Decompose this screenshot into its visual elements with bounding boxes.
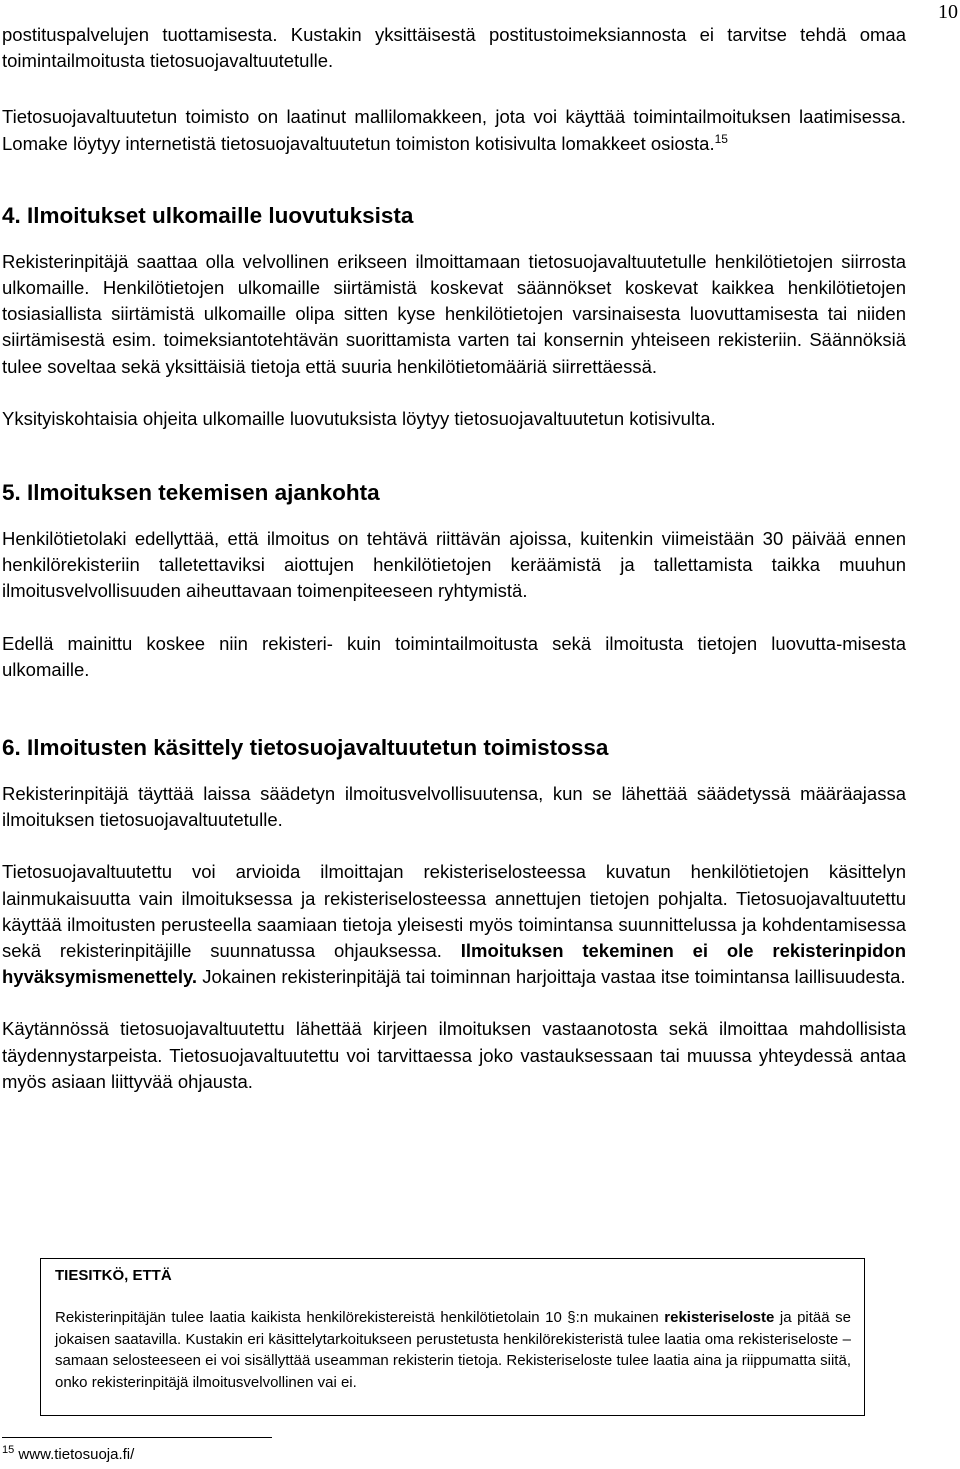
section-5-paragraph-2: Edellä mainittu koskee niin rekisteri- kuin toimintailmoitusta sekä ilmoitusta tietojen luovutta-misesta ulkomaille. (2, 632, 906, 680)
summary-box-title: TIESITKÖ, ETTÄ (55, 1267, 172, 1284)
summary-box-text-end: ja pitää se jokaisen saatavilla. Kustakin eri käsittelytarkoitukseen perustetusta henkilörekisteristä tulee laatia oma rekisteriseloste – samaan selosteeseen ei voi sisällyttää useamman rekisterin tietoja. Rekisteriseloste tulee laatia aina ja riippumatta siitä, onko rekisterinpitäjä ilmoitusvelvollinen vai ei. (55, 1309, 851, 1391)
section-6-paragraph-2 (2, 859, 906, 990)
footnote-link[interactable]: www.tietosuoja.fi/ (18, 1446, 135, 1463)
paragraph-intro: postituspalvelujen tuottamisesta. Kustakin yksittäisestä postitustoimeksiannosta ei tarvitse tehdä omaa toimintailmoitusta tietosuojavaltuutetulle. (2, 24, 906, 72)
page-body (2, 22, 906, 1095)
footnote-separator (2, 1437, 272, 1438)
summary-box-text (55, 1307, 851, 1393)
section-6-bold-statement: Ilmoituksen tekeminen ei ole rekisterinpidon hyväksymismenettely. (2, 940, 907, 988)
summary-box-text-start: Rekisterinpitäjän tulee laatia kaikista henkilörekistereistä henkilötietolain 10 §:n mukainen (55, 1309, 659, 1326)
paragraph-form (2, 104, 906, 156)
section-6-paragraph-2-text: Tietosuojavaltuutettu voi arvioida ilmoittajan rekisteriselosteessa kuvatun henkilötietojen käsittelyn lainmukaisuutta vain ilmoituksessa ja rekisteriselosteessa annettujen tietojen pohjalta. Tietosuojavaltuutettu käyttää ilmoitusten perusteella saamiaan tietoja yleisesti myös toimintansa suunnittelussa ja kohdentamisessa sekä rekisterinpitäjille suunnatussa ohjauksessa. (2, 861, 906, 962)
section-5-paragraph-1: Henkilötietolaki edellyttää, että ilmoitus on tehtävä riittävän ajoissa, kuitenkin viimeistään 30 päivää ennen henkilörekisteriin talletettaviksi aiottujen henkilötietojen keräämistä ja tallettamista taikka muuhun ilmoitusvelvollisuuden aiheuttavaan toimenpiteeseen ryhtymistä. (2, 528, 906, 602)
paragraph-form-text: Tietosuojavaltuutetun toimisto on laatinut mallilomakkeen, jota voi käyttää toimintailmoituksen laatimisessa. Lomake löytyy internetistä tietosuojavaltuutetun toimiston kotisivulta lomakkeet osiosta. (2, 106, 906, 154)
page-number: 10 (938, 1, 958, 23)
section-5-heading: 5. Ilmoituksen tekemisen ajankohta (2, 480, 380, 506)
summary-box (40, 1258, 865, 1416)
summary-box-bold-term: rekisteriseloste (664, 1309, 775, 1326)
section-4-paragraph-2: Yksityiskohtaisia ohjeita ulkomaille luovutuksista löytyy tietosuojavaltuutetun kotisivulta. (2, 407, 716, 429)
section-6-paragraph-3: Käytännössä tietosuojavaltuutettu lähettää kirjeen ilmoituksen vastaanotosta sekä ilmoittaa mahdollisista täydennystarpeista. Tietosuojavaltuutettu voi tarvittaessa joko vastauksessaan tai muussa yhteydessä antaa myös asiaan liittyvää ohjausta. (2, 1018, 906, 1092)
section-6-paragraph-2-tail: Jokainen rekisterinpitäjä tai toiminnan harjoittaja vastaa itse toimintansa laillisuudesta. (202, 966, 906, 988)
footnote-reference: 15 (714, 131, 728, 146)
section-6-paragraph-1: Rekisterinpitäjä täyttää laissa säädetyn ilmoitusvelvollisuutensa, kun se lähettää säädetyssä määräajassa ilmoituksen tietosuojavaltuutetulle. (2, 783, 906, 831)
section-4-paragraph-1: Rekisterinpitäjä saattaa olla velvollinen erikseen ilmoittamaan tietosuojavaltuutetulle henkilötietojen siirrosta ulkomaille. Henkilötietojen ulkomaille siirtämistä koskevat säännökset koskevat kaikkea henkilötietojen tosiasiallista siirtämistä ulkomaille olipa sitten kyse henkilötietojen varsinaisesta luovuttamisesta tai niiden siirtämisestä esim. toimeksiantotehtävän suorittamista varten tai konsernin yhteiseen rekisteriin. Säännöksiä tulee soveltaa sekä yksittäisiä tietoja että suuria henkilötietomääriä siirrettäessä. (2, 250, 906, 377)
section-4-heading: 4. Ilmoitukset ulkomaille luovutuksista (2, 202, 414, 228)
footnote (2, 1446, 134, 1464)
section-6-heading: 6. Ilmoitusten käsittely tietosuojavaltuutetun toimistossa (2, 735, 609, 761)
footnote-number: 15 (2, 1444, 15, 1456)
